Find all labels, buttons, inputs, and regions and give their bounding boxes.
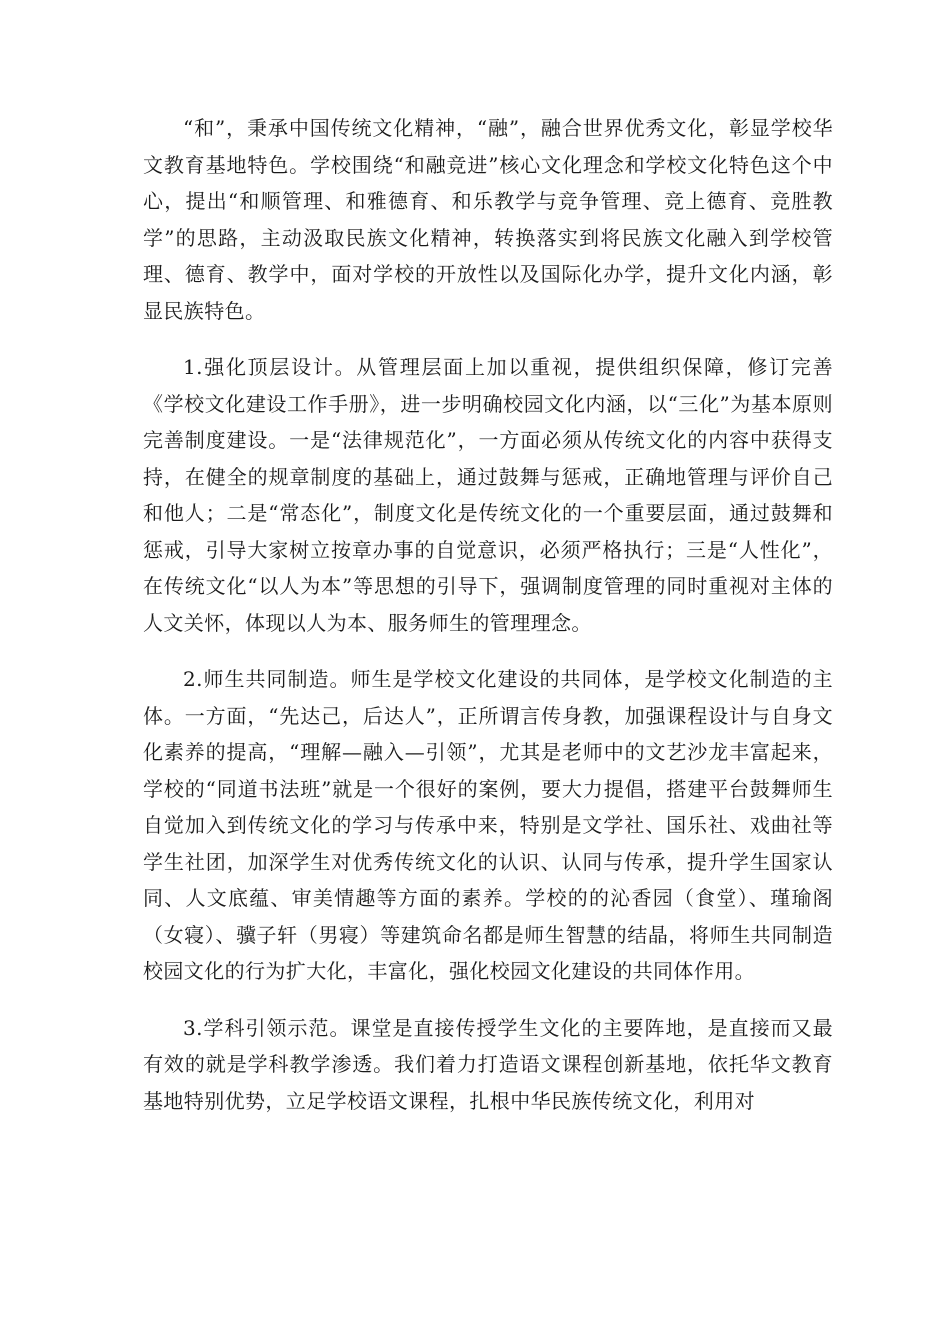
paragraph-subject-leadership: 3.学科引领示范。课堂是直接传授学生文化的主要阵地，是直接而又最有效的就是学科教学渗透。我们着力打造语文课程创新基地，依托华文教育基地特别优势，立足学校语文课程，扎根中华民族传统文化，利用对: [143, 1015, 833, 1113]
paragraph-teacher-student-creation: 2.师生共同制造。师生是学校文化建设的共同体，是学校文化制造的主体。一方面，“先达己，后达人”，正所谓言传身教，加强课程设计与自身文化素养的提高，“理解—融入—引领”，尤其是老师中的文艺沙龙丰富起来，学校的“同道书法班”就是一个很好的案例，要大力提倡，搭建平台鼓舞师生自觉加入到传统文化的学习与传承中来，特别是文学社、国乐社、戏曲社等学生社团，加深学生对优秀传统文化的认识、认同与传承，提升学生国家认同、人文底蕴、审美情趣等方面的素养。学校的的沁香园（食堂）、瑾瑜阁（女寝）、骥子轩（男寝）等建筑命名都是师生智慧的结晶，将师生共同制造校园文化的行为扩大化，丰富化，强化校园文化建设的共同体作用。: [143, 667, 833, 983]
paragraph-intro: “和”，秉承中国传统文化精神，“融”，融合世界优秀文化，彰显学校华文教育基地特色。学校围绕“和融竞进”核心文化理念和学校文化特色这个中心，提出“和顺管理、和雅德育、和乐教学与竞争管理、竞上德育、竞胜教学”的思路，主动汲取民族文化精神，转换落实到将民族文化融入到学校管理、德育、教学中，面对学校的开放性以及国际化办学，提升文化内涵，彰显民族特色。: [143, 116, 833, 323]
paragraph-top-level-design: 1.强化顶层设计。从管理层面上加以重视，提供组织保障，修订完善《学校文化建设工作手册》，进一步明确校园文化内涵，以“三化”为基本原则完善制度建设。一是“法律规范化”，一方面必须从传统文化的内容中获得支持，在健全的规章制度的基础上，通过鼓舞与惩戒，正确地管理与评价自己和他人；二是“常态化”，制度文化是传统文化的一个重要层面，通过鼓舞和惩戒，引导大家树立按章办事的自觉意识，必须严格执行；三是“人性化”，在传统文化“以人为本”等思想的引导下，强调制度管理的同时重视对主体的人文关怀，体现以人为本、服务师生的管理理念。: [143, 355, 833, 635]
document-body: [143, 110, 833, 1139]
